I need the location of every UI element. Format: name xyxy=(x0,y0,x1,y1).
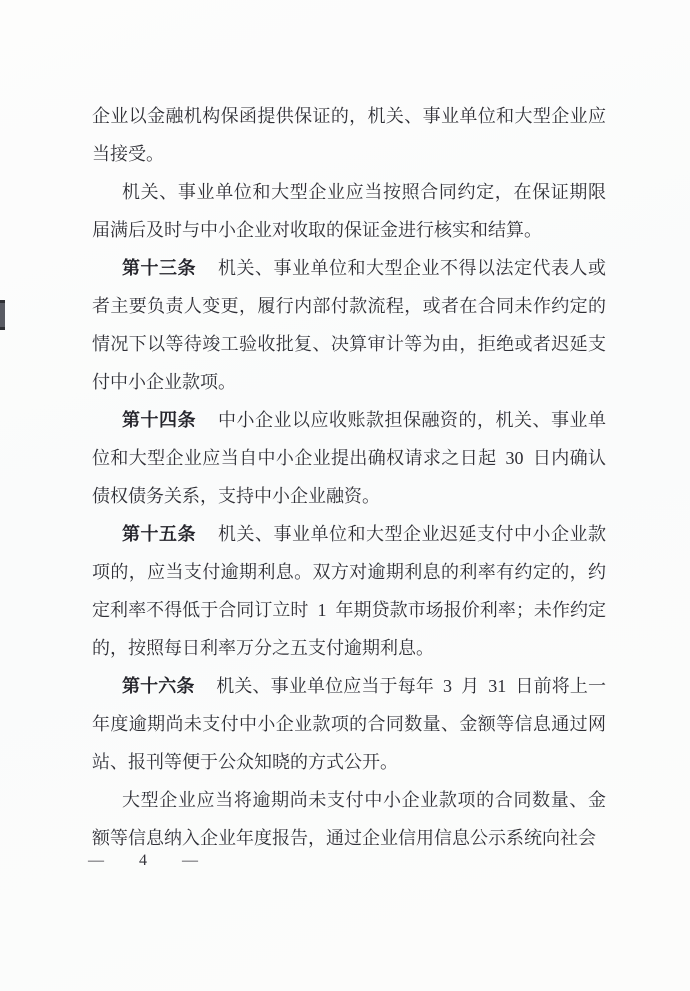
paragraph-large-enterprise-disclosure xyxy=(92,781,606,857)
article-15-number: 第十五条 xyxy=(122,524,196,544)
article-15-paragraph xyxy=(92,515,606,667)
paragraph-text: 机关、事业单位和大型企业应当按照合同约定，在保证期限届满后及时与中小企业对收取的保证金进行核实和结算。 xyxy=(92,182,606,240)
paragraph-continuation xyxy=(92,97,606,173)
paragraph-text: 企业以金融机构保函提供保证的，机关、事业单位和大型企业应当接受。 xyxy=(92,106,606,164)
paragraph-text: 机关、事业单位和大型企业不得以法定代表人或者主要负责人变更，履行内部付款流程，或者在合同未作约定的情况下以等待竣工验收批复、决算审计等为由，拒绝或者迟延支付中小企业款项。 xyxy=(92,258,606,392)
paragraph-guarantee-settlement xyxy=(92,173,606,249)
article-16-number: 第十六条 xyxy=(122,676,195,696)
article-16-paragraph xyxy=(92,667,606,781)
article-13-paragraph xyxy=(92,249,606,401)
article-14-paragraph xyxy=(92,401,606,515)
page-number: — 4 — xyxy=(88,852,201,869)
paragraph-text: 中小企业以应收账款担保融资的，机关、事业单位和大型企业应当自中小企业提出确权请求之日起 30 日内确认债权债务关系，支持中小企业融资。 xyxy=(92,410,606,506)
paragraph-text: 机关、事业单位和大型企业迟延支付中小企业款项的，应当支付逾期利息。双方对逾期利息的利率有约定的，约定利率不得低于合同订立时 1 年期贷款市场报价利率；未作约定的，按照每日利率万分之五支付逾期利息。 xyxy=(92,524,606,658)
paragraph-text: 机关、事业单位应当于每年 3 月 31 日前将上一年度逾期尚未支付中小企业款项的合同数量、金额等信息通过网站、报刊等便于公众知晓的方式公开。 xyxy=(92,676,607,772)
paragraph-text: 大型企业应当将逾期尚未支付中小企业款项的合同数量、金额等信息纳入企业年度报告，通过企业信用信息公示系统向社会 xyxy=(92,790,606,848)
scan-artifact-mark xyxy=(0,300,5,330)
article-13-number: 第十三条 xyxy=(122,258,196,278)
document-body xyxy=(92,97,606,857)
article-14-number: 第十四条 xyxy=(122,410,196,430)
